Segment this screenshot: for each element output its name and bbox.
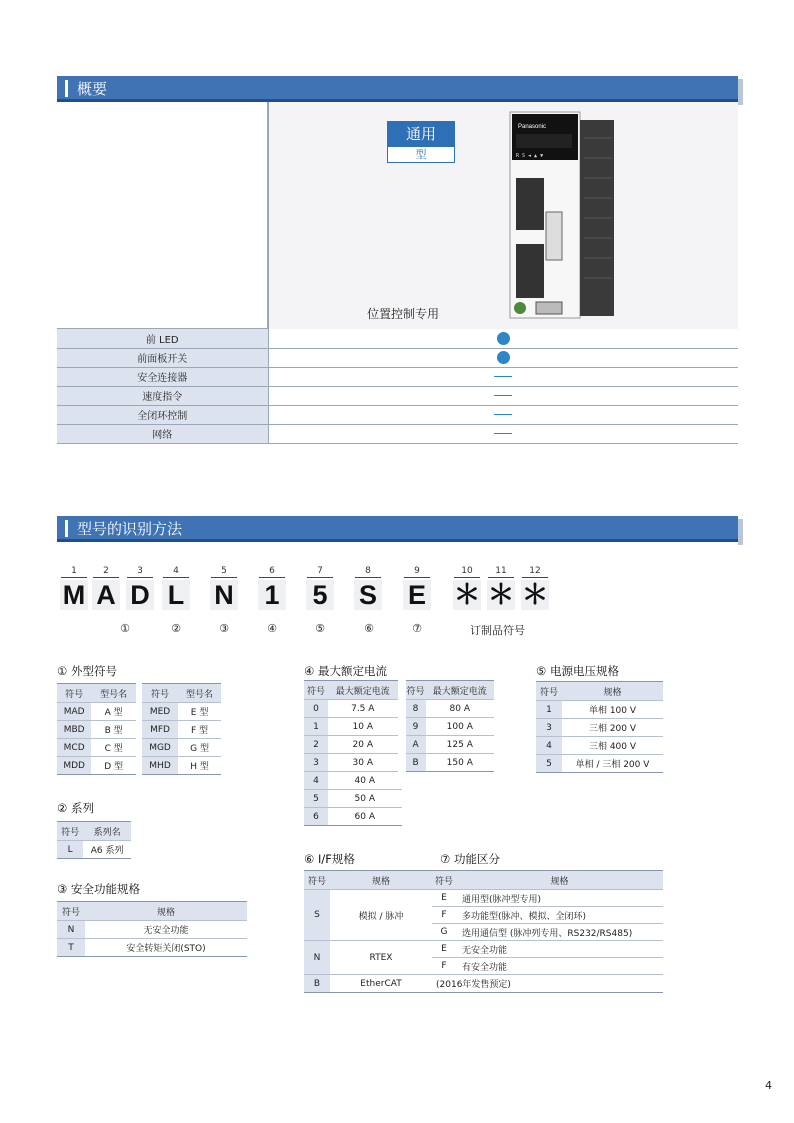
code-marker: ③ [219, 622, 229, 635]
page-number: 4 [765, 1079, 772, 1092]
series-table: 符号 系列名 L A6 系列 [57, 821, 131, 859]
custom-symbol-label: 订制品符号 [470, 624, 525, 637]
unsupported-dash [494, 414, 512, 415]
if-function-table: 符号 规格 符号 规格 S 模拟 / 脉冲 E 通用型(脉冲型专用) F 多功能型(脉冲、模拟、全闭环) G 选用通信型 (脉冲列专用、RS232/RS485) N RTEX E 无安全功能 F 有安全功能 B EtherCAT (2016年发售预定) [304, 870, 663, 993]
max-current-title: ④ 最大额定电流 [304, 664, 387, 678]
overview-row: 前 LED [57, 329, 738, 348]
code-marker: ⑦ [412, 622, 422, 635]
overview-row: 全闭环控制 [57, 405, 738, 424]
overview-row: 网络 [57, 424, 738, 443]
model-heading: 型号的识别方法 [57, 516, 738, 542]
general-type-badge: 通用 型 [387, 121, 455, 163]
outline-code-table: 符号 型号名 符号 型号名 MAD A 型 MED E 型 MBD B 型 MFD F 型 MCD C 型 MGD G 型 MDD D 型 MHD H 型 [57, 683, 221, 775]
code-marker: ① [120, 622, 130, 635]
servo-driver-image [500, 108, 620, 322]
unsupported-dash [494, 376, 512, 377]
code-marker: ② [171, 622, 181, 635]
overview-empty-label-cell [57, 102, 268, 329]
max-current-table: 符号 最大额定电流 符号 最大额定电流 0 7.5 A 8 80 A 1 10 A 9 100 A 2 20 A A 125 A 3 30 A B 150 A 4 40 A 5 50 A 6 60 A [304, 680, 494, 826]
overview-row: 前面板开关 [57, 348, 738, 367]
unsupported-dash [494, 395, 512, 396]
overview-row: 速度指令 [57, 386, 738, 405]
supported-dot [497, 351, 510, 364]
voltage-title: ⑤ 电源电压规格 [536, 664, 619, 678]
voltage-table: 符号 规格 1 单相 100 V 3 三相 200 V 4 三相 400 V 5 单相 / 三相 200 V [536, 681, 663, 773]
safety-title: ③ 安全功能规格 [57, 882, 140, 896]
code-marker: ⑤ [315, 622, 325, 635]
code-marker: ⑥ [364, 622, 374, 635]
outline-code-title: ① 外型符号 [57, 664, 117, 678]
safety-table: 符号 规格 N 无安全功能 T 安全转矩关闭(STO) [57, 901, 247, 957]
svg-text:R S ◄ ▲ ▼: R S ◄ ▲ ▼ [516, 153, 544, 159]
position-control-caption: 位置控制专用 [367, 307, 440, 321]
unsupported-dash [494, 433, 512, 434]
if-spec-title: ⑥ I/F规格 [304, 852, 355, 866]
series-title: ② 系列 [57, 801, 94, 815]
code-marker: ④ [267, 622, 277, 635]
overview-row: 安全连接器 [57, 367, 738, 386]
svg-text:Panasonic: Panasonic [518, 124, 547, 130]
overview-table [57, 329, 738, 444]
function-title: ⑦ 功能区分 [440, 852, 500, 866]
overview-heading: 概要 [57, 76, 738, 102]
supported-dot [497, 332, 510, 345]
